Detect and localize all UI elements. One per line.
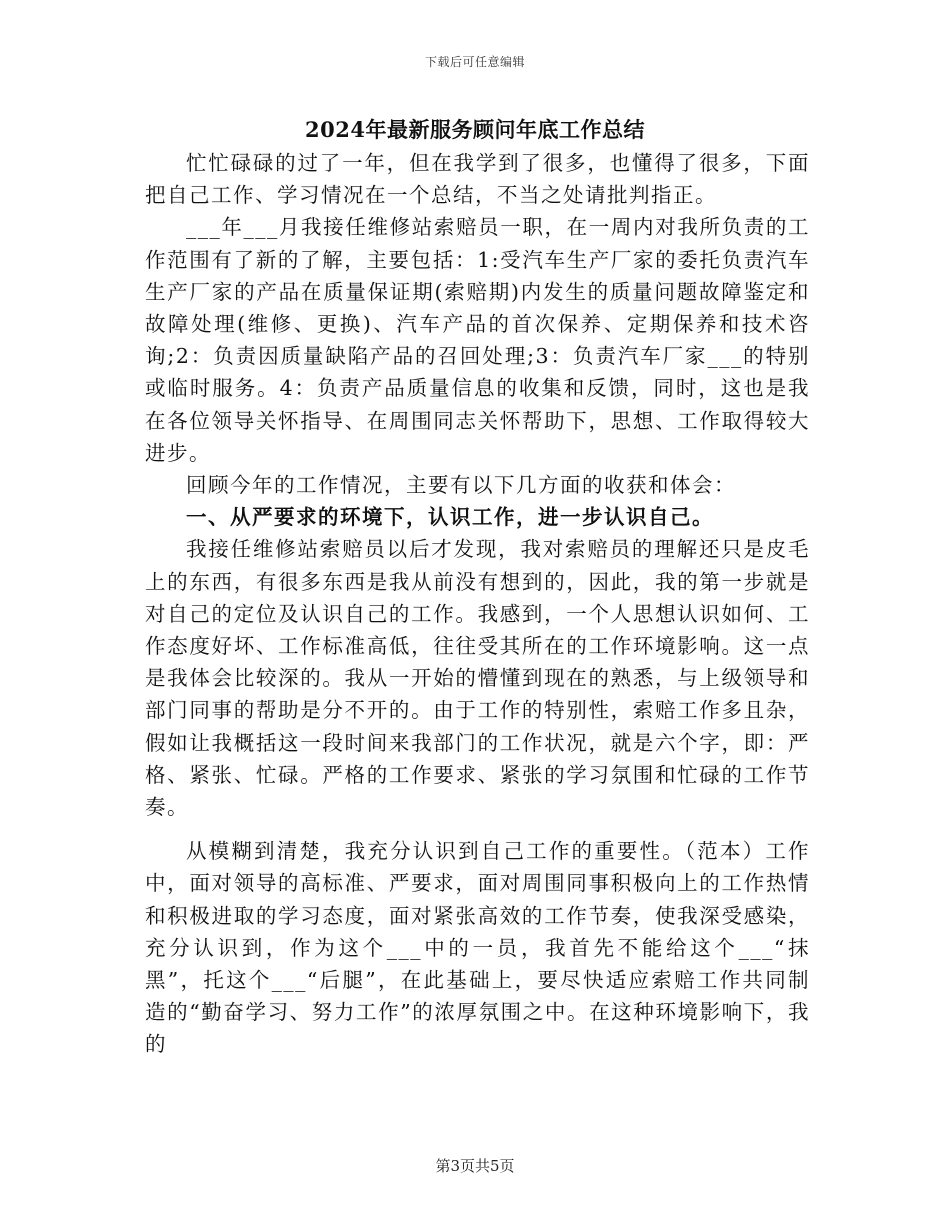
paragraph-environment: 我接任维修站索赔员以后才发现，我对索赔员的理解还只是皮毛上的东西，有很多东西是我从前没有想到的，因此，我的第一步就是对自己的定位及认识自己的工作。我感到，一个人思想认识如何、工作态度好坏、工作标准高低，往往受其所在的工作环境影响。这一点是我体会比较深的。我从一开始的懵懂到现在的熟悉，与上级领导和部门同事的帮助是分不开的。由于工作的特别性，索赔工作多且杂，假如让我概括这一段时间来我部门的工作状况，就是六个字，即：严格、紧张、忙碌。严格的工作要求、紧张的学习氛围和忙碌的工作节奏。 (145, 537, 810, 820)
paragraph-importance: 从模糊到清楚，我充分认识到自己工作的重要性。（范本）工作中，面对领导的高标准、严要求，面对周围同事积极向上的工作热情和积极进取的学习态度，面对紧张高效的工作节奏，使我深受感染，充分认识到，作为这个___中的一员，我首先不能给这个___“抹黑”，托这个___“后腿”，在此基础上，要尽快适应索赔工作共同制造的“勤奋学习、努力工作”的浓厚氛围之中。在这种环境影响下，我的 (145, 839, 810, 1057)
header-note: 下载后可任意编辑 (424, 55, 525, 69)
paragraph-duties: ___年___月我接任维修站索赔员一职，在一周内对我所负责的工作范围有了新的了解，主要包括：1:受汽车生产厂家的委托负责汽车生产厂家的产品在质量保证期(索赔期)内发生的质量问题故障鉴定和故障处理(维修、更换)、汽车产品的首次保养、定期保养和技术咨询;2：负责因质量缺陷产品的召回处理;3：负责汽车厂家___的特别或临时服务。4：负责产品质量信息的收集和反馈，同时，这也是我在各位领导关怀指导、在周围同志关怀帮助下，思想、工作取得较大进步。 (145, 215, 810, 465)
paragraph-review: 回顾今年的工作情况，主要有以下几方面的收获和体会： (186, 473, 736, 498)
paragraph-intro: 忙忙碌碌的过了一年，但在我学到了很多，也懂得了很多，下面把自己工作、学习情况在一个总结，不当之处请批判指正。 (145, 151, 810, 208)
section-heading-1: 一、从严要求的环境下，认识工作，进一步认识自己。 (186, 505, 714, 530)
page-number: 第3页共5页 (435, 1157, 515, 1175)
page-title: 2024年最新服务顾问年底工作总结 (305, 117, 645, 142)
document-body (145, 147, 810, 1061)
